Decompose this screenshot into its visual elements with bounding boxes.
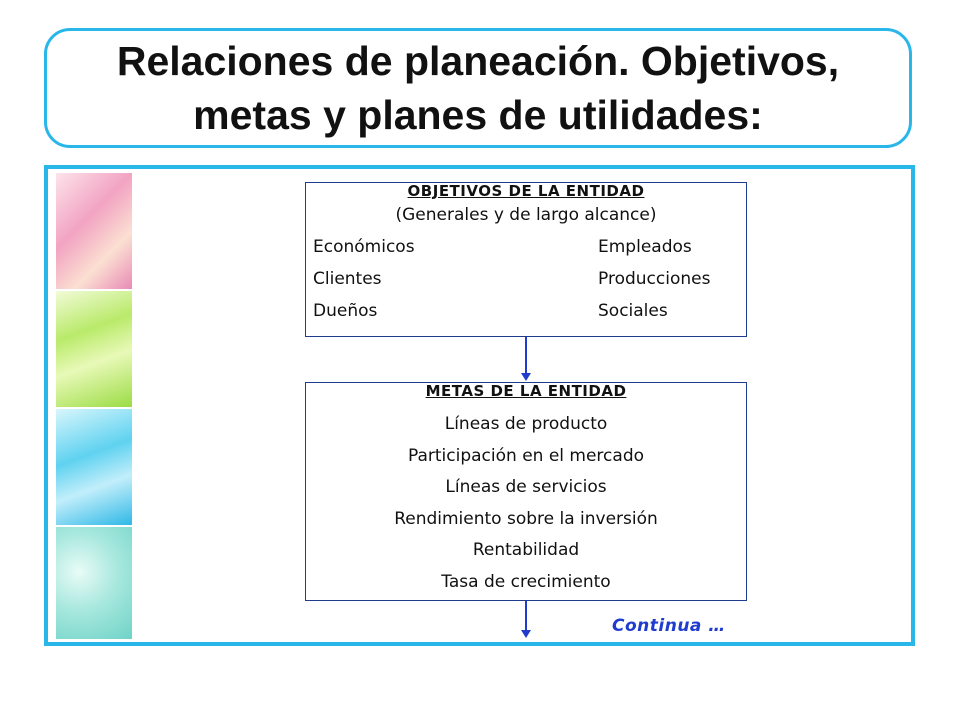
goal-item: Tasa de crecimiento (441, 571, 611, 592)
title-box (44, 28, 912, 148)
objective-item: Producciones (598, 269, 711, 289)
objectives-row (306, 231, 746, 263)
goals-box (305, 382, 747, 601)
goal-item: Rendimiento sobre la inversión (394, 508, 658, 529)
objective-item: Clientes (313, 269, 382, 289)
goal-item: Líneas de producto (444, 414, 608, 434)
decorative-strip-green (56, 291, 132, 407)
goals-list (306, 409, 746, 599)
goal-item: Participación en el mercado (407, 445, 645, 466)
objective-item: Empleados (598, 237, 692, 257)
objectives-box (305, 182, 747, 337)
continue-label: Continua … (612, 616, 726, 636)
objective-item: Económicos (313, 237, 415, 257)
objective-item: Dueños (313, 301, 378, 321)
objectives-row (306, 295, 746, 327)
flow-arrow-head-2 (521, 630, 531, 638)
decorative-strip-blue (56, 409, 132, 525)
goal-item: Rentabilidad (472, 540, 580, 561)
slide-title-line-1: Relaciones de planeación. Objetivos, (116, 38, 840, 84)
decorative-strip-pink (56, 173, 132, 289)
decorative-strip-aqua (56, 527, 132, 639)
objectives-row (306, 263, 746, 295)
objective-item: Sociales (598, 301, 668, 321)
objectives-heading: OBJETIVOS DE LA ENTIDAD (407, 182, 645, 200)
goals-heading: METAS DE LA ENTIDAD (425, 382, 627, 400)
flow-arrow-line-1 (525, 337, 527, 374)
flow-arrow-head-1 (521, 373, 531, 381)
goal-item: Líneas de servicios (445, 477, 607, 498)
slide-title-line-2: metas y planes de utilidades: (193, 92, 763, 138)
flow-arrow-line-2 (525, 601, 527, 631)
objectives-subtitle: (Generales y de largo alcance) (395, 205, 657, 225)
